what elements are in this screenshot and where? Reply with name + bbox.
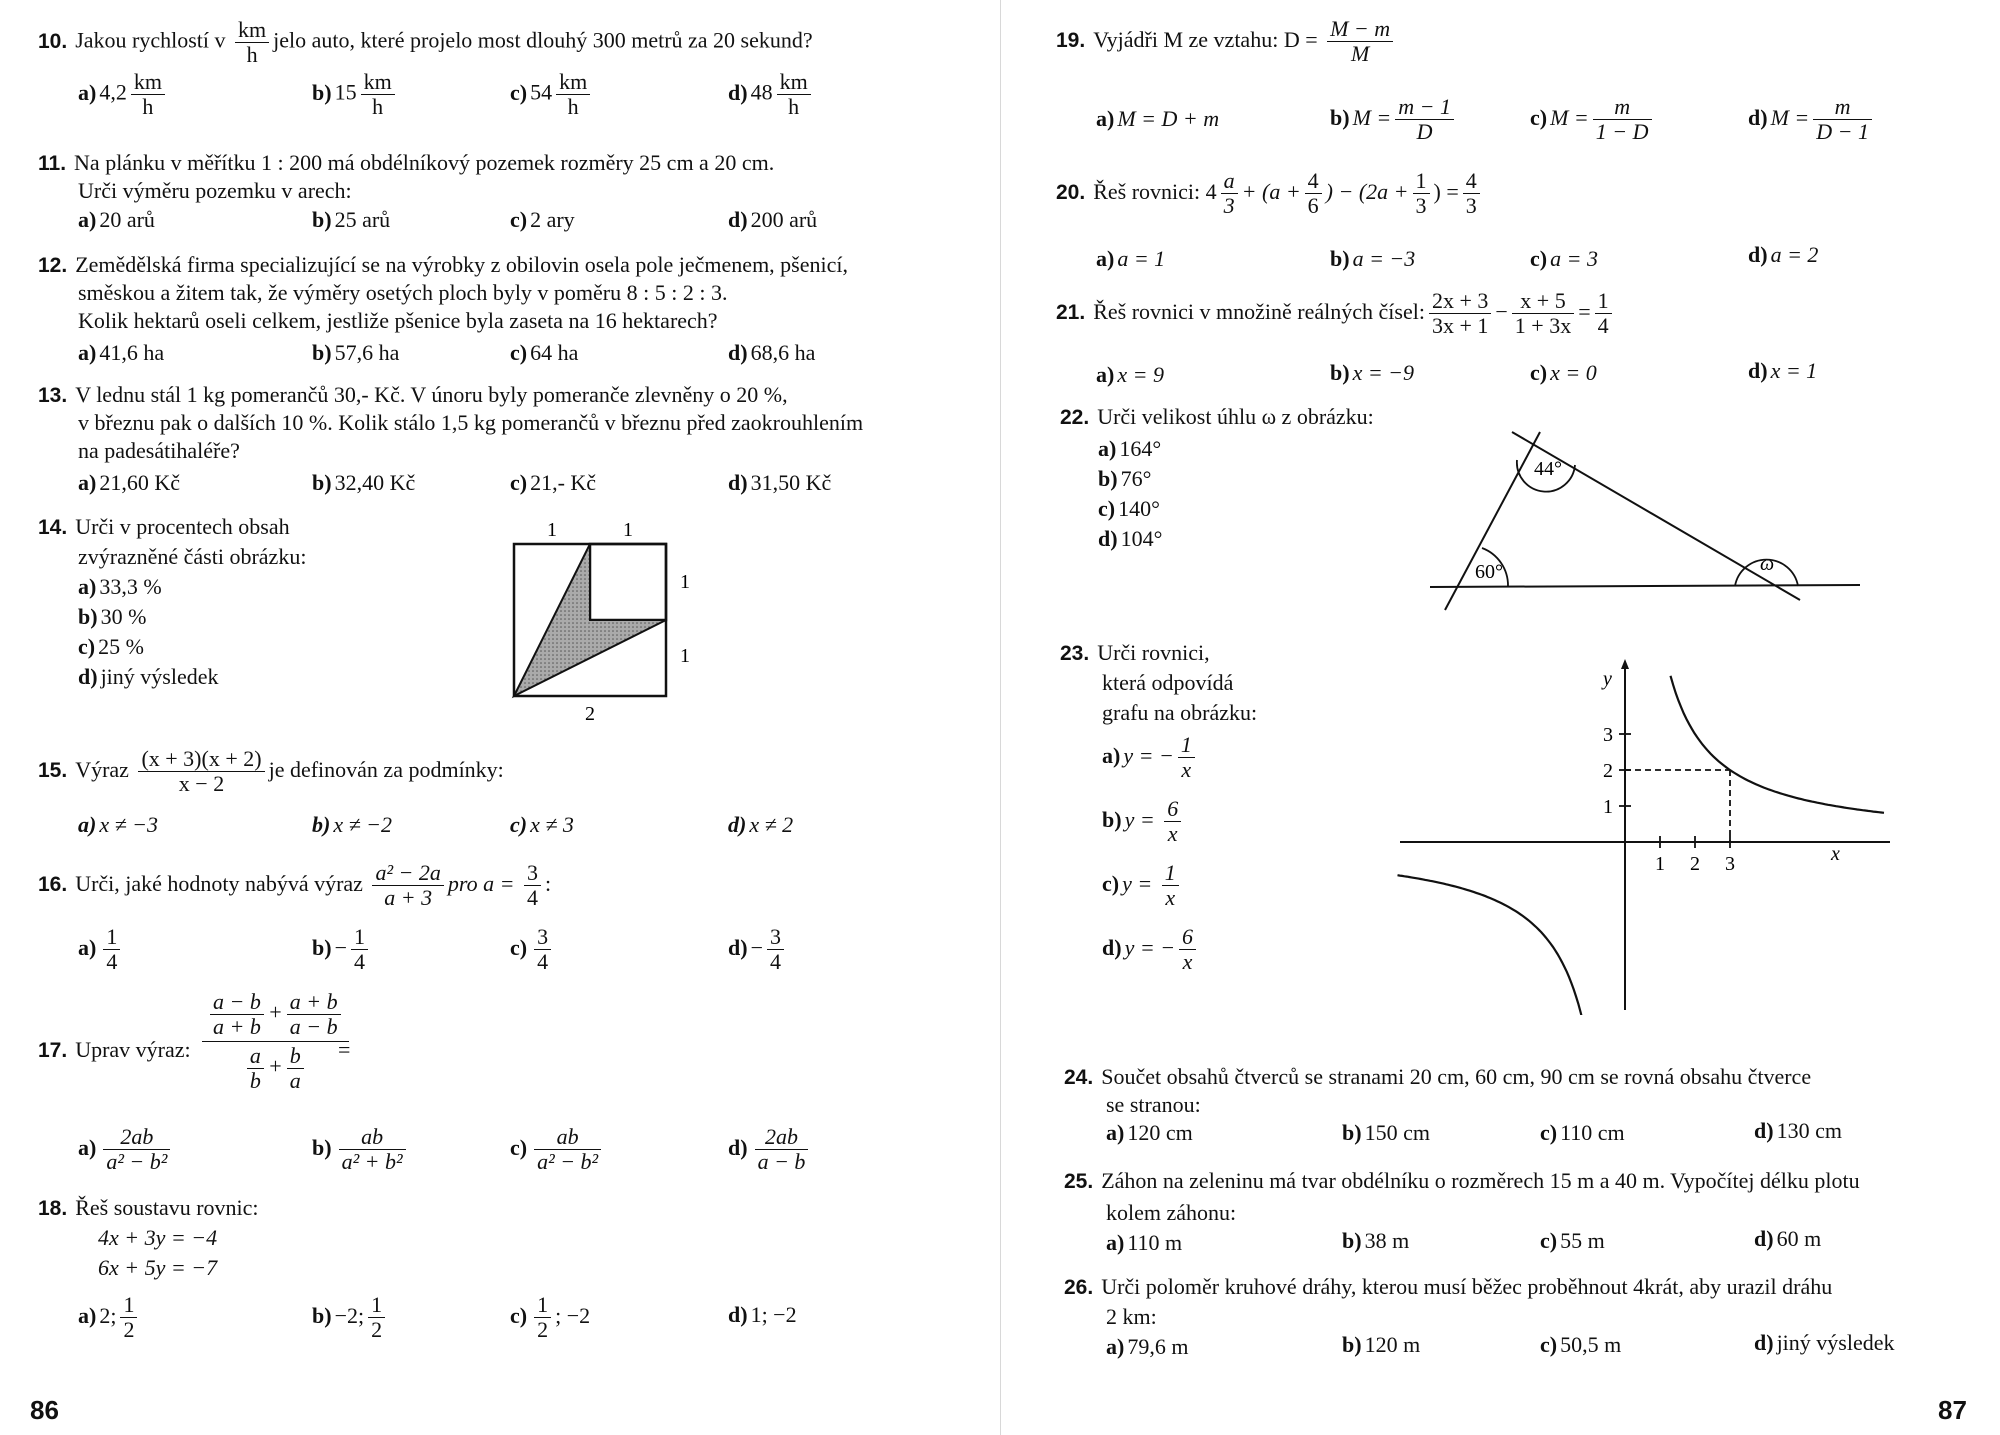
q18-equation-1: 4x + 3y = −4 bbox=[98, 1225, 218, 1250]
left-side bbox=[1445, 432, 1540, 610]
q23-graph-content bbox=[1398, 659, 1891, 1015]
q15-option-d: d) x ≠ 2 bbox=[728, 812, 794, 837]
question-22: 22. Urči velikost úhlu ω z obrázku: bbox=[1060, 404, 1374, 429]
q13-option-c: c) 21,- Kč bbox=[510, 470, 597, 495]
q19-option-b: b) M = $\frac{m - 1}{D}$ bbox=[1330, 90, 1458, 146]
question-10: 10. Jakou rychlostí v $\frac{km}{h}$ jelo auto, které projelo most dlouhý 300 metrů za 20 sekund? bbox=[38, 17, 813, 67]
unit-fraction: $\frac{km}{h}$ bbox=[235, 18, 269, 67]
q10-option-c: c) 54 $\frac{km}{h}$ bbox=[510, 70, 594, 119]
q10-option-a: a) 4,2 $\frac{km}{h}$ bbox=[78, 70, 169, 119]
fig-label-top2: 1 bbox=[623, 519, 633, 541]
q21-option-b: b) x = −9 bbox=[1330, 360, 1415, 385]
question-24-line2: se stranou: bbox=[1106, 1092, 1201, 1117]
omega-label: ω bbox=[1760, 553, 1775, 575]
question-23-line3: grafu na obrázku: bbox=[1102, 700, 1258, 725]
question-12-line2: směskou a žitem tak, že výměry osetých ploch byly v poměru 8 : 5 : 2 : 3. bbox=[78, 280, 728, 305]
question-15: 15. Výraz $\frac{(x + 3)(x + 2)}{x - 2}$ je definován za podmínky: bbox=[38, 746, 504, 797]
q22-option-c: c) 140° bbox=[1098, 496, 1160, 521]
q26-option-c: c) 50,5 m bbox=[1540, 1332, 1622, 1357]
hyperbola-branch-left bbox=[1398, 875, 1584, 1015]
q13-option-a: a) 21,60 Kč bbox=[78, 470, 180, 495]
x-tick-label-3: 3 bbox=[1725, 853, 1735, 875]
q18-option-b: b) −2; $\frac{1}{2}$ bbox=[312, 1288, 389, 1344]
top-angle-label: 44° bbox=[1534, 458, 1562, 480]
question-17: 17. Uprav výraz: bbox=[38, 1037, 191, 1062]
q24-option-d: d) 130 cm bbox=[1754, 1118, 1842, 1143]
q13-option-d: d) 31,50 Kč bbox=[728, 470, 832, 495]
q23-option-d: d) y = − $\frac{6}{x}$ bbox=[1102, 920, 1200, 976]
graph-x-label: x bbox=[1831, 843, 1840, 865]
q16-option-a: a) $\frac{1}{4}$ bbox=[78, 920, 124, 976]
y-tick-label-3: 3 bbox=[1603, 724, 1613, 746]
q11-option-a: a) 20 arů bbox=[78, 207, 155, 232]
q10-option-d: d) 48 $\frac{km}{h}$ bbox=[728, 70, 815, 119]
q16-fraction: $\frac{\text{a² − 2a}}{a + 3}$ bbox=[372, 861, 443, 910]
y-tick-label-2: 2 bbox=[1603, 760, 1613, 782]
q24-option-b: b) 150 cm bbox=[1342, 1120, 1430, 1145]
q26-option-a: a) 79,6 m bbox=[1106, 1334, 1189, 1359]
question-19: 19. Vyjádři M ze vztahu: D = $\frac{M - m}{M}$ bbox=[1056, 12, 1397, 69]
q16-option-b: b) − $\frac{1}{4}$ bbox=[312, 920, 372, 976]
fig-label-right2: 1 bbox=[680, 645, 690, 667]
question-11-line2: Urči výměru pozemku v arech: bbox=[78, 178, 352, 203]
q13-option-b: b) 32,40 Kč bbox=[312, 470, 416, 495]
question-25-line2: kolem záhonu: bbox=[1106, 1200, 1237, 1225]
question-21: 21. Řeš rovnici v množině reálných čísel: $\frac{2x + 3}{3x + 1}$ − $\frac{x + 5}{1 + 3x}$ = $\frac{1}{4}$ bbox=[1056, 284, 1616, 341]
q12-option-b: b) 57,6 ha bbox=[312, 340, 400, 365]
q20-option-d: d) a = 2 bbox=[1748, 242, 1819, 267]
fig-label-bottom: 2 bbox=[585, 703, 595, 725]
q21-option-c: c) x = 0 bbox=[1530, 360, 1597, 385]
q26-option-b: b) 120 m bbox=[1342, 1332, 1421, 1357]
q17-option-a: a) $\frac{2ab}{\text{a² − b²}}$ bbox=[78, 1120, 174, 1176]
fig-label-top1: 1 bbox=[547, 519, 557, 541]
page-number-right: 87 bbox=[1938, 1395, 1967, 1425]
graph-y-label: y bbox=[1603, 668, 1612, 690]
q10-option-b: b) 15 $\frac{km}{h}$ bbox=[312, 70, 399, 119]
question-26-line2: 2 km: bbox=[1106, 1304, 1157, 1329]
q17-complex-fraction: $\frac{a - b}{a + b}$ + $\frac{a + b}{a - b}$ $\frac{a}{b}$ + $\frac{b}{a}$ bbox=[202, 990, 349, 1093]
question-14: 14. Urči v procentech obsah bbox=[38, 514, 290, 539]
q15-fraction: $\frac{(x + 3)(x + 2)}{x - 2}$ bbox=[138, 747, 264, 796]
y-axis-arrow-icon bbox=[1621, 659, 1629, 669]
hyperbola-branch-right bbox=[1671, 676, 1885, 813]
base-line bbox=[1430, 585, 1860, 587]
question-13-line2: v březnu pak o dalších 10 %. Kolik stálo 1,5 kg pomerančů v březnu před zaokrouhlením bbox=[78, 410, 864, 435]
q12-option-c: c) 64 ha bbox=[510, 340, 579, 365]
question-24: 24. Součet obsahů čtverců se stranami 20 cm, 60 cm, 90 cm se rovná obsahu čtverce bbox=[1064, 1064, 1812, 1089]
question-12-line3: Kolik hektarů oseli celkem, jestliže pšenice byla zaseta na 16 hektarech? bbox=[78, 308, 718, 333]
q24-option-c: c) 110 cm bbox=[1540, 1120, 1625, 1145]
question-13-line3: na padesátihaléře? bbox=[78, 438, 240, 463]
inner-square bbox=[590, 544, 666, 620]
q18-option-d: d) 1; −2 bbox=[728, 1302, 797, 1327]
q14-option-a: a) 33,3 % bbox=[78, 574, 162, 599]
q17-option-d: d) $\frac{2ab}{a - b}$ bbox=[728, 1120, 812, 1176]
question-25: 25. Záhon na zeleninu má tvar obdélníku o rozměrech 15 m a 40 m. Vypočítej délku plotu bbox=[1064, 1168, 1860, 1193]
q11-option-c: c) 2 ary bbox=[510, 207, 575, 232]
question-23-line2: která odpovídá bbox=[1102, 670, 1234, 695]
question-16: 16. Urči, jaké hodnoty nabývá výraz $\frac{\text{a² − 2a}}{a + 3}$ pro a = $\frac{3}{4}$ : bbox=[38, 860, 552, 911]
q12-option-a: a) 41,6 ha bbox=[78, 340, 165, 365]
fig-label-right1: 1 bbox=[680, 571, 690, 593]
q17-option-c: c) $\frac{ab}{\text{a² − b²}}$ bbox=[510, 1120, 605, 1176]
q22-option-b: b) 76° bbox=[1098, 466, 1152, 491]
q20-option-a: a) a = 1 bbox=[1096, 246, 1166, 271]
q24-option-a: a) 120 cm bbox=[1106, 1120, 1193, 1145]
q11-option-d: d) 200 arů bbox=[728, 207, 818, 232]
question-12: 12. Zemědělská firma specializující se na výrobky z obilovin osela pole ječmenem, pšenicí, bbox=[38, 252, 848, 277]
q20-option-b: b) a = −3 bbox=[1330, 246, 1416, 271]
q25-option-c: c) 55 m bbox=[1540, 1228, 1605, 1253]
question-18: 18. Řeš soustavu rovnic: bbox=[38, 1195, 259, 1220]
x-tick-label-2: 2 bbox=[1690, 853, 1700, 875]
y-tick-label-1: 1 bbox=[1603, 796, 1613, 818]
q25-option-b: b) 38 m bbox=[1342, 1228, 1410, 1253]
x-tick-label-1: 1 bbox=[1655, 853, 1665, 875]
q23-option-c: c) y = $\frac{1}{x}$ bbox=[1102, 856, 1183, 912]
q17-equals: = bbox=[338, 1037, 351, 1062]
q16-option-c: c) $\frac{3}{4}$ bbox=[510, 920, 555, 976]
q12-option-d: d) 68,6 ha bbox=[728, 340, 816, 365]
q14-option-d: d) jiný výsledek bbox=[78, 664, 219, 689]
q18-equation-2: 6x + 5y = −7 bbox=[98, 1255, 218, 1280]
q23-option-a: a) y = − $\frac{1}{x}$ bbox=[1102, 728, 1199, 784]
page-number-left: 86 bbox=[30, 1395, 59, 1425]
q15-option-a: a) x ≠ −3 bbox=[78, 812, 159, 837]
q22-option-d: d) 104° bbox=[1098, 526, 1163, 551]
left-angle-label: 60° bbox=[1475, 561, 1503, 583]
book-gutter bbox=[1000, 0, 1001, 1435]
q18-option-a: a) 2; $\frac{1}{2}$ bbox=[78, 1288, 141, 1344]
q14-option-b: b) 30 % bbox=[78, 604, 147, 629]
q14-option-c: c) 25 % bbox=[78, 634, 144, 659]
question-13: 13. V lednu stál 1 kg pomerančů 30,- Kč. V únoru byly pomeranče zlevněny o 20 %, bbox=[38, 382, 788, 407]
q19-option-d: d) M = $\frac{m}{D - 1}$ bbox=[1748, 90, 1876, 146]
q22-triangle-figure bbox=[1420, 420, 1870, 620]
question-11: 11. Na plánku v měřítku 1 : 200 má obdélníkový pozemek rozměry 25 cm a 20 cm. bbox=[38, 150, 775, 175]
question-14-line2: zvýrazněné části obrázku: bbox=[78, 544, 307, 569]
q21-option-d: d) x = 1 bbox=[1748, 358, 1818, 383]
q11-option-b: b) 25 arů bbox=[312, 207, 391, 232]
q26-option-d: d) jiný výsledek bbox=[1754, 1330, 1895, 1355]
q25-option-d: d) 60 m bbox=[1754, 1226, 1822, 1251]
question-26: 26. Urči poloměr kruhové dráhy, kterou musí běžec proběhnout 4krát, aby urazil dráhu bbox=[1064, 1274, 1833, 1299]
shaded-region bbox=[514, 544, 666, 696]
q19-option-c: c) M = $\frac{m}{1 - D}$ bbox=[1530, 90, 1656, 146]
q16-option-d: d) − $\frac{3}{4}$ bbox=[728, 920, 788, 976]
q23-graph bbox=[1395, 655, 1895, 1015]
q19-option-a: a) M = D + m bbox=[1096, 106, 1220, 131]
q22-option-a: a) 164° bbox=[1098, 436, 1162, 461]
question-20: 20. Řeš rovnici: 4 $\frac{a}{3}$ + (a + $\frac{4}{6}$ ) − (2a + $\frac{1}{3}$ ) = $\frac{4}{3}$ bbox=[1056, 164, 1484, 221]
question-23: 23. Urči rovnici, bbox=[1060, 640, 1210, 665]
q14-figure bbox=[500, 510, 710, 740]
q25-option-a: a) 110 m bbox=[1106, 1230, 1183, 1255]
q21-option-a: a) x = 9 bbox=[1096, 362, 1164, 387]
q20-option-c: c) a = 3 bbox=[1530, 246, 1598, 271]
q18-option-c: c) $\frac{1}{2}$ ; −2 bbox=[510, 1292, 591, 1343]
q15-option-b: b) x ≠ −2 bbox=[312, 812, 393, 837]
q17-option-b: b) $\frac{ab}{\text{a² + b²}}$ bbox=[312, 1120, 410, 1176]
q23-option-b: b) y = $\frac{6}{x}$ bbox=[1102, 792, 1185, 848]
q15-option-c: c) x ≠ 3 bbox=[510, 812, 574, 837]
